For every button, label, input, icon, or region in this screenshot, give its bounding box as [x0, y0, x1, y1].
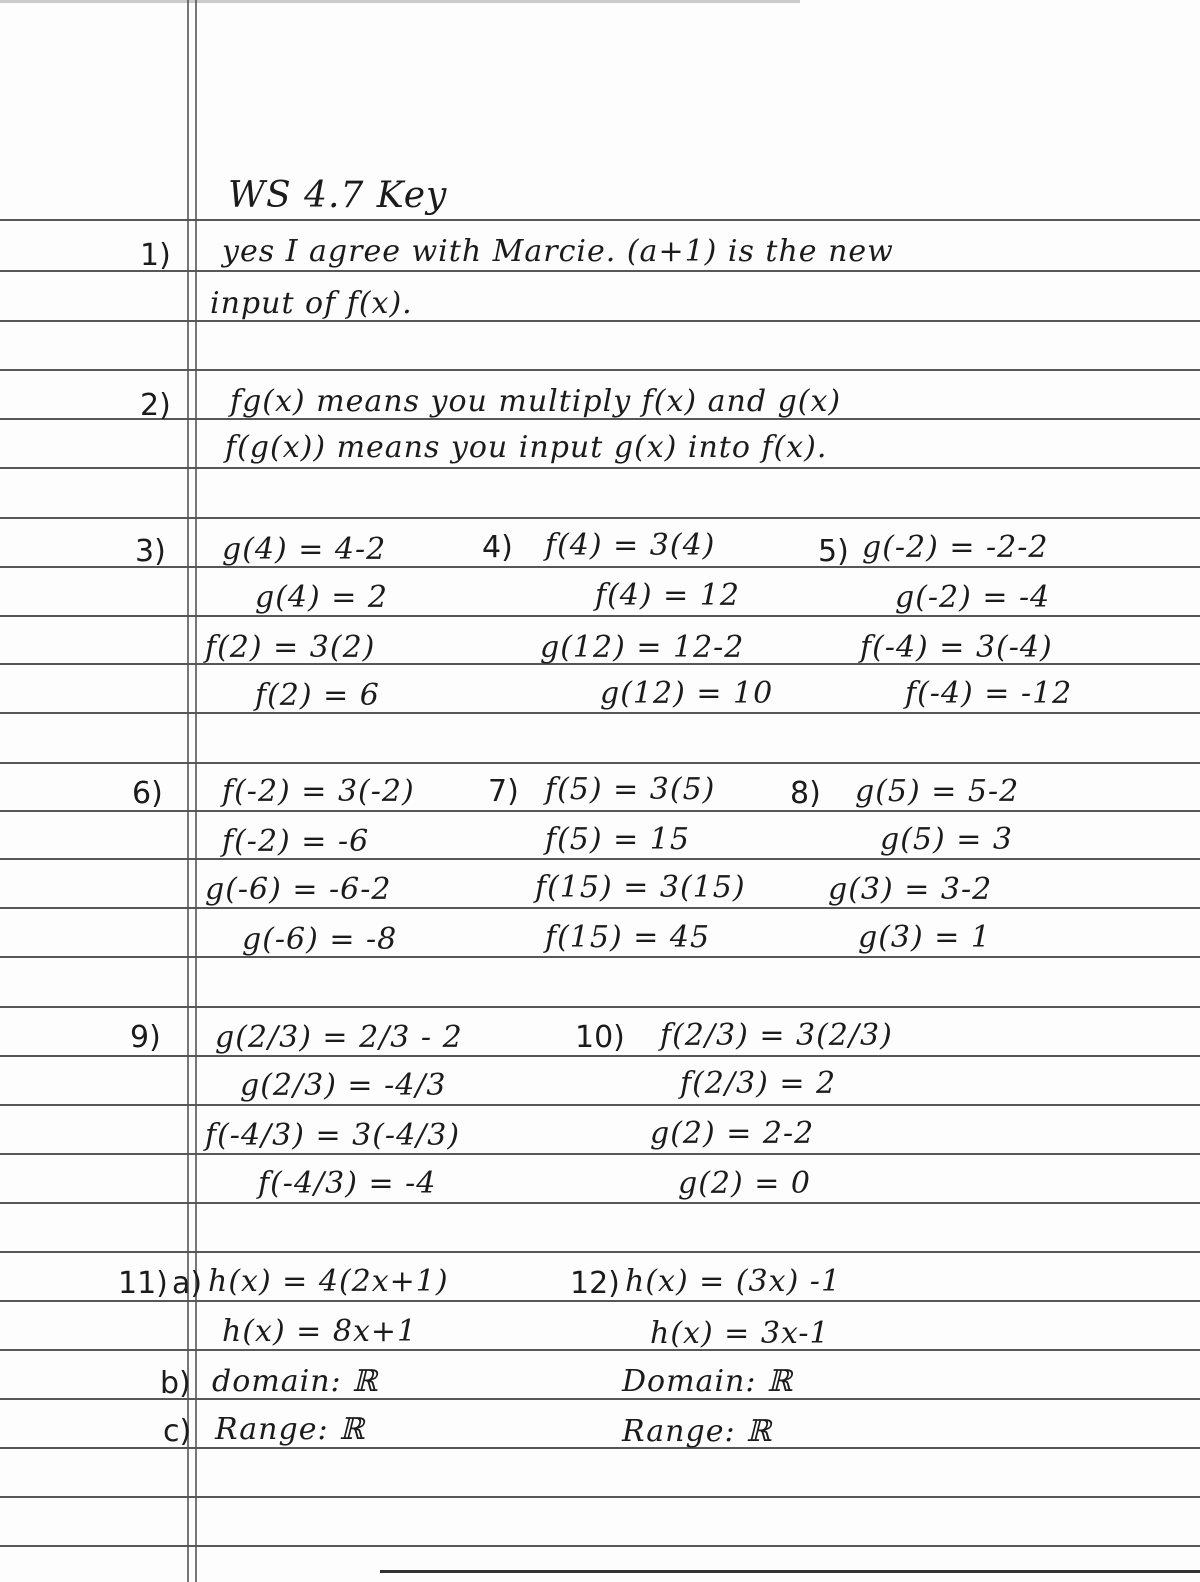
ruled-line	[0, 1545, 1200, 1547]
question-number: 5)	[818, 534, 849, 569]
ruled-line	[0, 1153, 1200, 1155]
work-line: domain: ℝ	[212, 1364, 379, 1399]
answer-text: fg(x) means you multiply f(x) and g(x)	[230, 384, 842, 419]
work-line: g(2/3) = 2/3 - 2	[215, 1020, 463, 1055]
answer-text: input of f(x).	[210, 286, 413, 321]
work-line: g(-6) = -6-2	[205, 872, 392, 907]
scan-bottom-edge	[380, 1570, 1200, 1573]
work-line: f(-2) = -6	[222, 824, 370, 859]
ruled-line	[0, 566, 1200, 568]
question-number: 10)	[575, 1020, 625, 1055]
ruled-line	[0, 956, 1200, 958]
ruled-line	[0, 320, 1200, 322]
work-line: f(15) = 3(15)	[535, 870, 746, 905]
work-line: f(4) = 12	[595, 578, 740, 613]
question-number: 12)	[570, 1266, 620, 1301]
question-number: 7)	[488, 774, 519, 809]
ruled-line	[0, 1055, 1200, 1057]
work-line: Domain: ℝ	[622, 1364, 793, 1399]
part-label: b)	[160, 1366, 191, 1401]
question-number: 4)	[482, 530, 513, 565]
work-line: g(4) = 4-2	[222, 532, 387, 567]
question-number: 3)	[135, 534, 166, 569]
question-number: 2)	[140, 388, 171, 423]
ruled-line	[0, 907, 1200, 909]
question-number: 9)	[130, 1020, 161, 1055]
work-line: g(3) = 3-2	[828, 872, 993, 907]
work-line: g(3) = 1	[858, 920, 991, 955]
ruled-line	[0, 712, 1200, 714]
work-line: f(2/3) = 2	[680, 1066, 837, 1101]
ruled-line	[0, 1496, 1200, 1498]
work-line: g(5) = 3	[880, 822, 1013, 857]
ruled-line	[0, 1104, 1200, 1106]
work-line: g(5) = 5-2	[855, 774, 1020, 809]
work-line: g(-2) = -4	[895, 580, 1051, 615]
answer-text: yes I agree with Marcie. (a+1) is the new	[222, 234, 894, 269]
ruled-line	[0, 1006, 1200, 1008]
work-line: g(2) = 2-2	[650, 1116, 815, 1151]
scan-top-edge	[0, 0, 800, 3]
work-line: f(4) = 3(4)	[545, 528, 716, 563]
ruled-line	[0, 1251, 1200, 1253]
work-line: g(-6) = -8	[242, 922, 398, 957]
work-line: f(15) = 45	[545, 920, 711, 955]
work-line: f(2/3) = 3(2/3)	[660, 1018, 893, 1053]
work-line: f(2) = 6	[255, 678, 380, 713]
margin-line	[195, 0, 197, 1582]
work-line: f(5) = 3(5)	[545, 772, 716, 807]
work-line: f(-4) = 3(-4)	[860, 630, 1053, 665]
work-line: g(2/3) = -4/3	[240, 1068, 447, 1103]
work-line: f(-4) = -12	[905, 676, 1073, 711]
question-number: 1)	[140, 238, 171, 273]
part-label: c)	[163, 1414, 192, 1449]
ruled-line	[0, 858, 1200, 860]
work-line: g(12) = 10	[600, 676, 774, 711]
margin-line	[187, 0, 189, 1582]
work-line: f(2) = 3(2)	[205, 630, 376, 665]
ruled-line	[0, 1349, 1200, 1351]
work-line: Range: ℝ	[622, 1414, 773, 1449]
work-line: f(5) = 15	[545, 822, 690, 857]
work-line: g(4) = 2	[255, 580, 388, 615]
question-number: 8)	[790, 776, 821, 811]
ruled-line	[0, 270, 1200, 272]
question-number: 6)	[132, 776, 163, 811]
work-line: Range: ℝ	[215, 1412, 366, 1447]
ruled-line	[0, 219, 1200, 221]
answer-text: f(g(x)) means you input g(x) into f(x).	[225, 430, 828, 465]
page-title: WS 4.7 Key	[228, 175, 448, 216]
ruled-line	[0, 762, 1200, 764]
work-line: h(x) = 4(2x+1)	[208, 1264, 449, 1299]
ruled-line	[0, 810, 1200, 812]
ruled-line	[0, 369, 1200, 371]
work-line: g(12) = 12-2	[540, 630, 745, 665]
ruled-line	[0, 1202, 1200, 1204]
work-line: h(x) = (3x) -1	[625, 1264, 842, 1299]
ruled-line	[0, 467, 1200, 469]
question-number: 11)	[118, 1266, 168, 1301]
work-line: h(x) = 8x+1	[222, 1314, 418, 1349]
work-line: f(-4/3) = -4	[258, 1166, 437, 1201]
part-label: a)	[172, 1266, 203, 1301]
work-line: f(-2) = 3(-2)	[222, 774, 415, 809]
work-line: g(-2) = -2-2	[862, 530, 1049, 565]
work-line: f(-4/3) = 3(-4/3)	[205, 1118, 461, 1153]
work-line: g(2) = 0	[678, 1166, 811, 1201]
ruled-line	[0, 517, 1200, 519]
work-line: h(x) = 3x-1	[650, 1316, 830, 1351]
